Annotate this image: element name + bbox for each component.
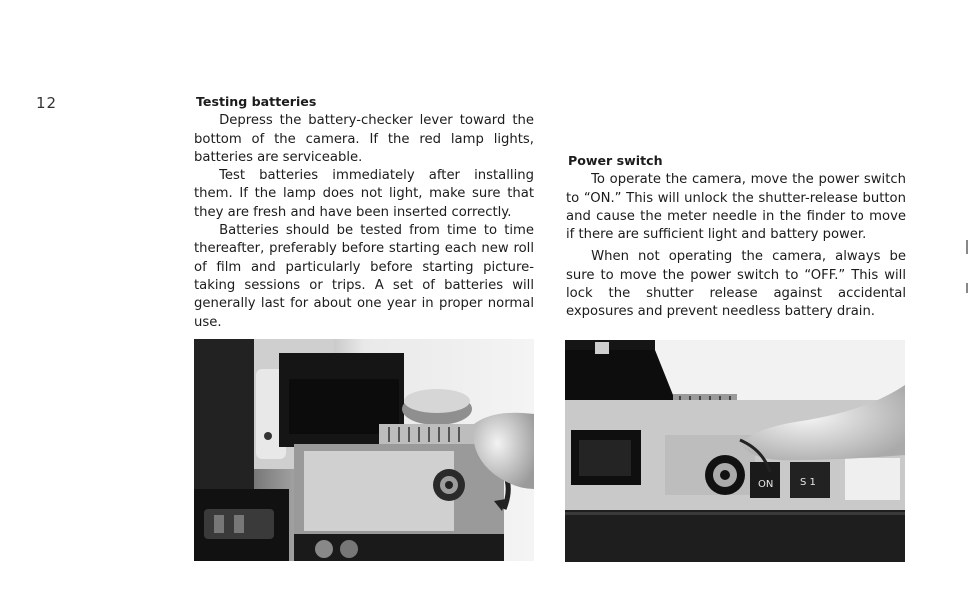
paragraph: Test batteries immediately after installing them. If the lamp does not light, make sure that they are fresh and have been inserted correctly. [194,168,534,220]
paragraph: Batteries should be tested from time to time thereafter, preferably before starting each new roll of film and particularly before starting picture-taking sessions or trips. A set of batteries will generally last for about one year in proper normal use. [194,223,534,330]
paragraph: When not operating the camera, always be sure to move the power switch to “OFF.” This will lock the shutter release against accidental exposures and prevent needless battery drain. [566,249,906,320]
battery-checker-photo [194,339,534,561]
testing-batteries-section [194,93,534,332]
page-edge-mark [966,283,968,293]
power-switch-section [566,152,906,322]
power-switch-photo [565,340,905,562]
frame-counter-label: S 1 [800,477,816,488]
section-heading-testing-batteries: Testing batteries [196,94,317,109]
paragraph: Depress the battery-checker lever toward the bottom of the camera. If the red lamp lights, batteries are serviceable. [194,113,534,165]
page-number: 12 [36,94,58,112]
page-edge-mark [966,240,968,254]
section-heading-power-switch: Power switch [568,153,663,168]
paragraph: To operate the camera, move the power switch to “ON.” This will unlock the shutter-release button and cause the meter needle in the finder to move if there are sufficient light and battery power. [566,172,906,243]
switch-label-on: ON [758,479,774,490]
